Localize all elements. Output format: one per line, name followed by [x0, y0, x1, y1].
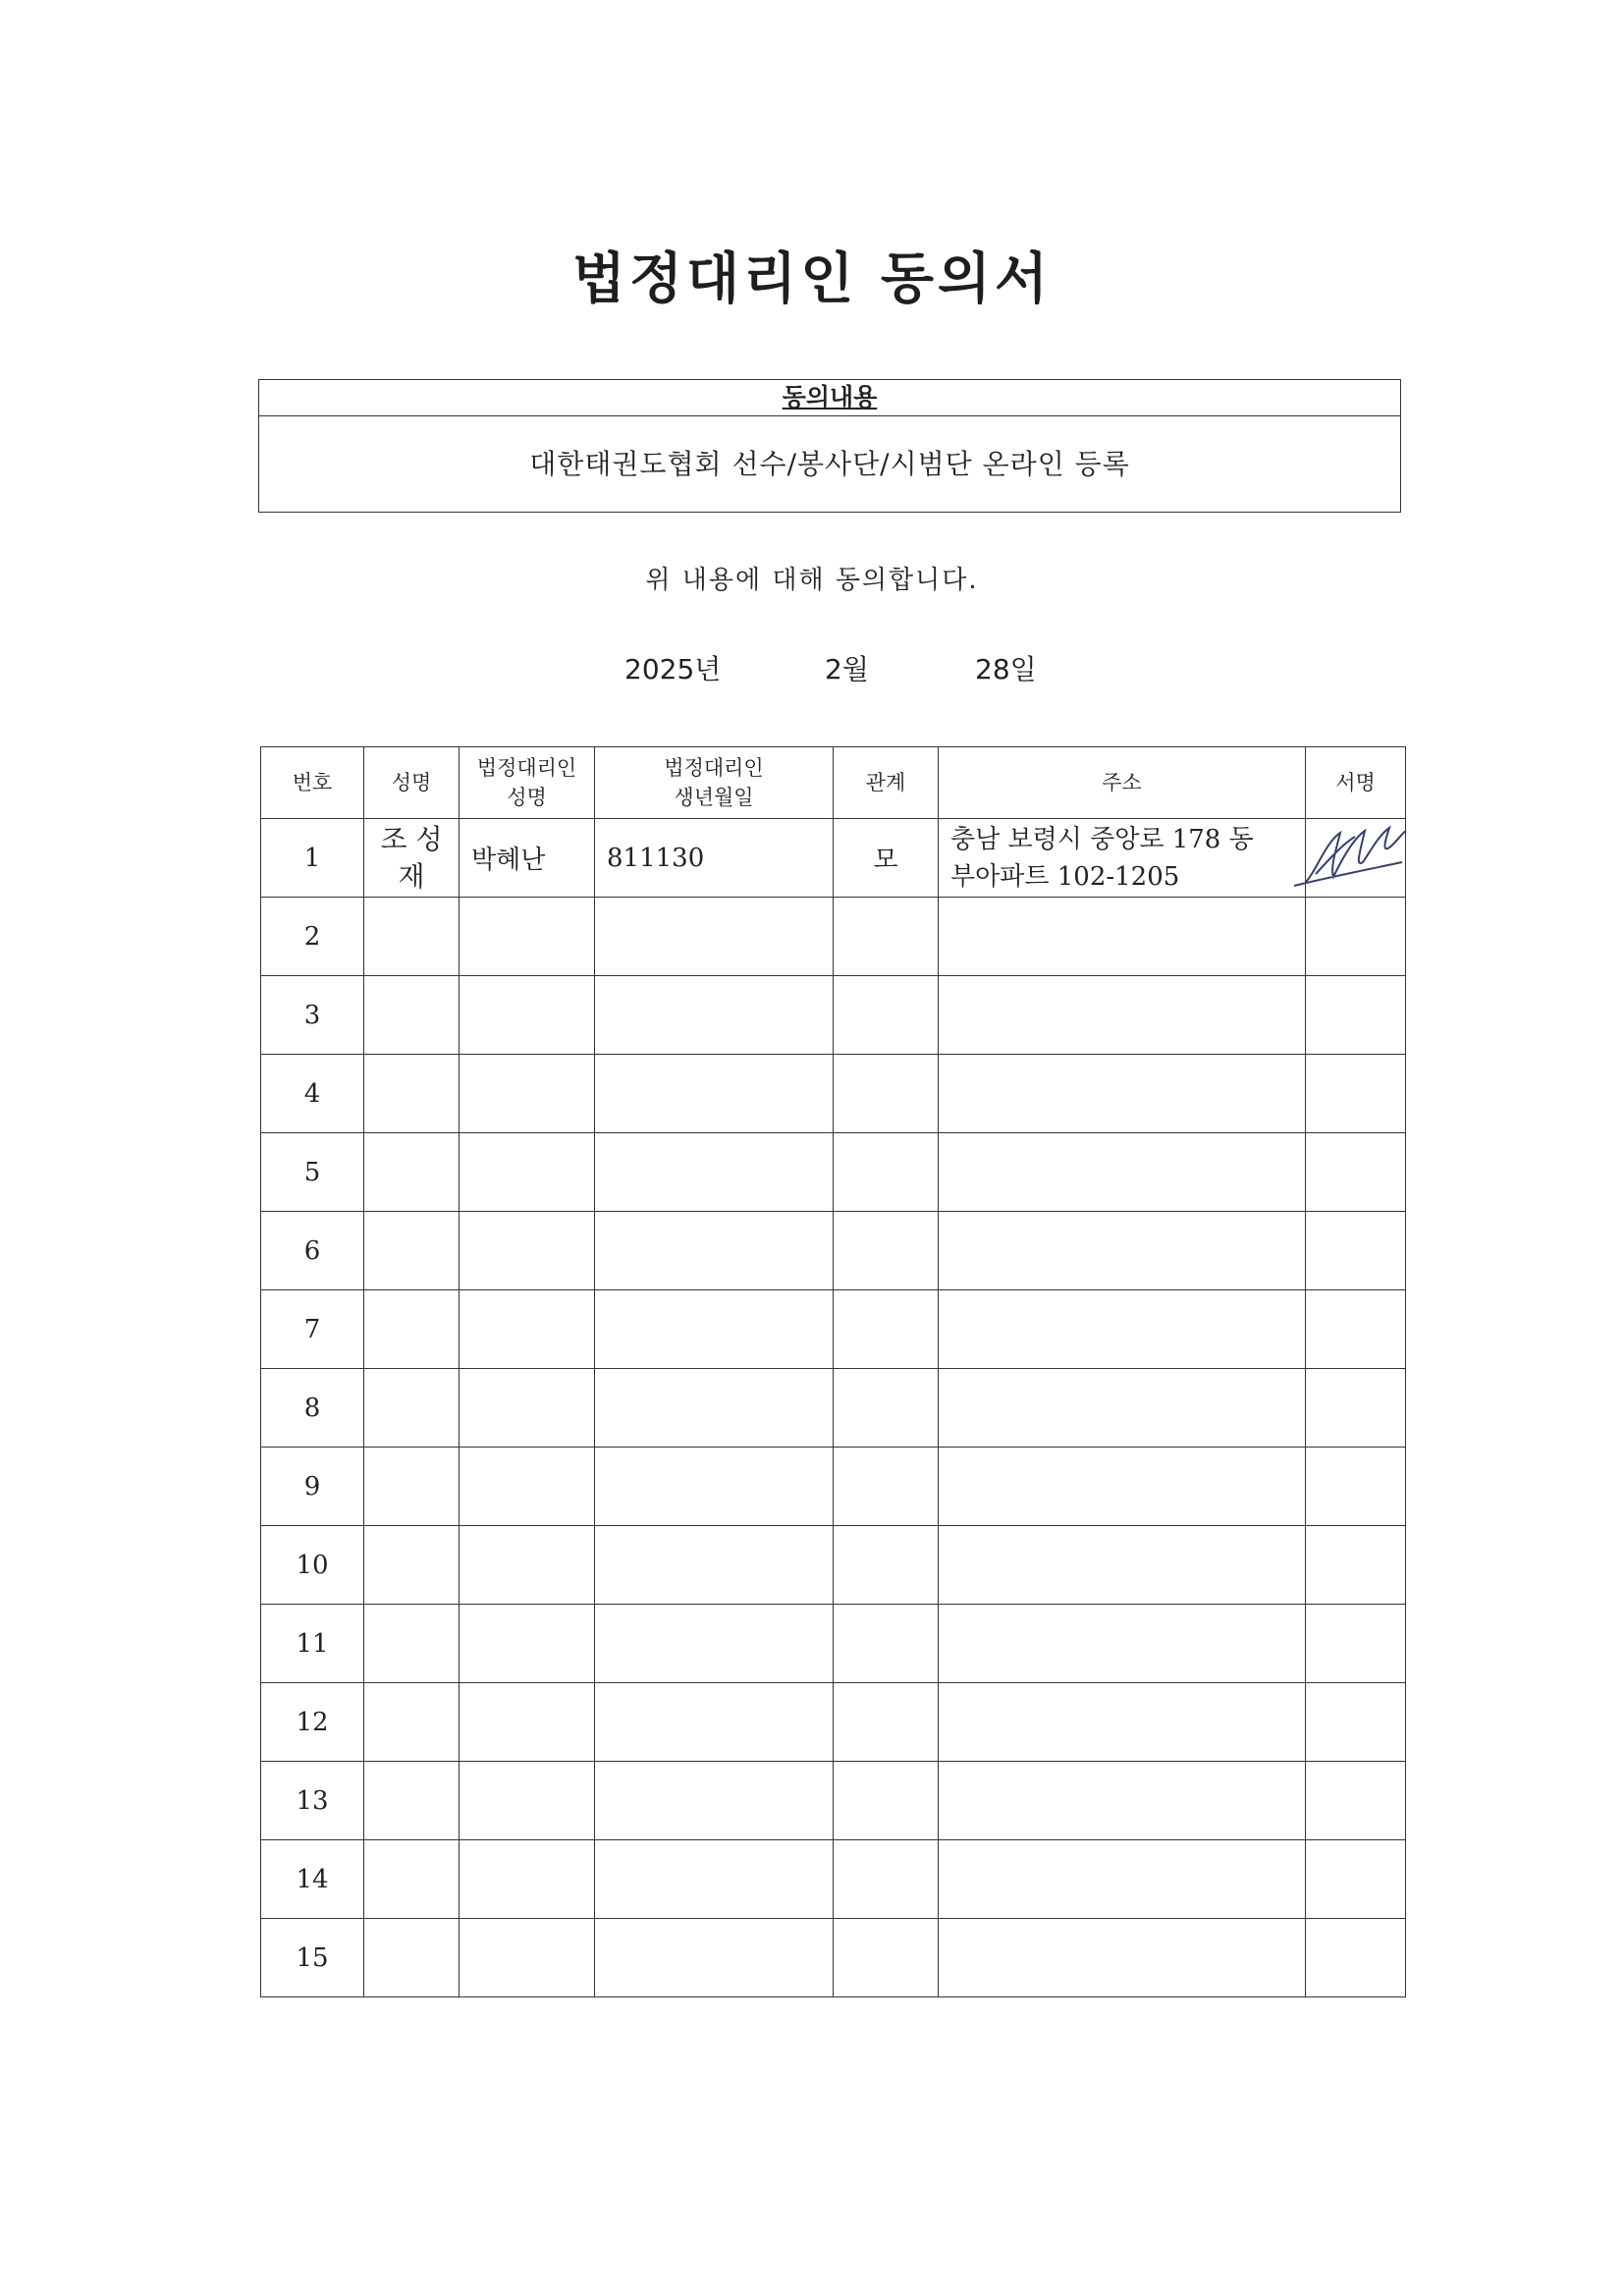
- guardian-birthdate-cell: [595, 1133, 834, 1212]
- student-name-cell: [364, 1290, 460, 1369]
- guardian-name-cell: [460, 1762, 595, 1840]
- row-number-cell: 10: [261, 1526, 364, 1605]
- table-row: [261, 1212, 1406, 1290]
- signature-cell: [1306, 1526, 1406, 1605]
- guardian-name-cell: [460, 1526, 595, 1605]
- student-name-cell: 조 성 재: [364, 819, 460, 898]
- table-row: [261, 1762, 1406, 1840]
- student-name-cell: [364, 1212, 460, 1290]
- table-row: [261, 1840, 1406, 1919]
- consent-content: 대한태권도협회 선수/봉사단/시범단 온라인 등록: [529, 448, 1130, 480]
- table-row: [261, 819, 1406, 898]
- relation-cell: 모: [834, 819, 939, 898]
- signature-cell: [1306, 1133, 1406, 1212]
- handwritten-signature: [1286, 813, 1414, 902]
- agree-statement: 위 내용에 대해 동의합니다.: [645, 566, 979, 595]
- table-row: [261, 1290, 1406, 1369]
- student-name-cell: [364, 1055, 460, 1133]
- signature-cell: [1306, 1055, 1406, 1133]
- row-number-cell: 15: [261, 1919, 364, 1997]
- row-number-cell: 7: [261, 1290, 364, 1369]
- signature-cell: [1306, 898, 1406, 976]
- row-number-cell: 8: [261, 1369, 364, 1448]
- guardian-name-cell: 박혜난: [460, 819, 595, 898]
- signature-cell: [1306, 1683, 1406, 1762]
- signature-cell: [1306, 1212, 1406, 1290]
- guardian-table: [260, 746, 1406, 1997]
- address-cell: [939, 1840, 1306, 1919]
- header-address: 주소: [939, 747, 1306, 819]
- guardian-name-cell: [460, 1840, 595, 1919]
- guardian-name-cell: [460, 1290, 595, 1369]
- header-name: 성명: [364, 747, 460, 819]
- consent-header-label: 동의내용: [782, 383, 878, 411]
- address-cell: [939, 1526, 1306, 1605]
- relation-cell: [834, 1369, 939, 1448]
- table-header-row: [261, 747, 1406, 819]
- relation-cell: [834, 1840, 939, 1919]
- table-row: [261, 898, 1406, 976]
- header-guardian-name: 법정대리인 성명: [460, 747, 595, 819]
- relation-cell: [834, 976, 939, 1055]
- address-cell: [939, 1055, 1306, 1133]
- table-row: [261, 1683, 1406, 1762]
- signature-cell: [1306, 976, 1406, 1055]
- signature-cell: [1306, 1290, 1406, 1369]
- student-name-cell: [364, 1762, 460, 1840]
- table-row: [261, 976, 1406, 1055]
- table-row: [261, 1055, 1406, 1133]
- guardian-name-cell: [460, 1683, 595, 1762]
- row-number-cell: 13: [261, 1762, 364, 1840]
- student-name-cell: [364, 1369, 460, 1448]
- guardian-birthdate-cell: [595, 976, 834, 1055]
- relation-cell: [834, 898, 939, 976]
- address-cell: [939, 1369, 1306, 1448]
- address-cell: [939, 976, 1306, 1055]
- student-name-cell: [364, 976, 460, 1055]
- row-number-cell: 4: [261, 1055, 364, 1133]
- guardian-birthdate-cell: [595, 1840, 834, 1919]
- signature-cell: [1306, 1605, 1406, 1683]
- row-number-cell: 2: [261, 898, 364, 976]
- table-row: [261, 1605, 1406, 1683]
- student-name-cell: [364, 1526, 460, 1605]
- table-body: [261, 819, 1406, 1997]
- row-number-cell: 1: [261, 819, 364, 898]
- relation-cell: [834, 1133, 939, 1212]
- student-name-cell: [364, 1683, 460, 1762]
- address-cell: [939, 1683, 1306, 1762]
- student-name-cell: [364, 1919, 460, 1997]
- relation-cell: [834, 1290, 939, 1369]
- row-number-cell: 5: [261, 1133, 364, 1212]
- row-number-cell: 12: [261, 1683, 364, 1762]
- relation-cell: [834, 1605, 939, 1683]
- table-row: [261, 1526, 1406, 1605]
- guardian-birthdate-cell: [595, 1526, 834, 1605]
- address-cell: [939, 1290, 1306, 1369]
- table-row: [261, 1133, 1406, 1212]
- relation-cell: [834, 1683, 939, 1762]
- address-cell: [939, 898, 1306, 976]
- guardian-birthdate-cell: [595, 1605, 834, 1683]
- table-row: [261, 1369, 1406, 1448]
- guardian-name-cell: [460, 1919, 595, 1997]
- student-name-cell: [364, 1448, 460, 1526]
- address-cell: [939, 1762, 1306, 1840]
- guardian-name-cell: [460, 1448, 595, 1526]
- signature-cell: [1306, 1919, 1406, 1997]
- date-month: 2월: [825, 653, 869, 685]
- guardian-name-cell: [460, 1212, 595, 1290]
- relation-cell: [834, 1448, 939, 1526]
- row-number-cell: 6: [261, 1212, 364, 1290]
- guardian-birthdate-cell: [595, 1919, 834, 1997]
- guardian-name-cell: [460, 1369, 595, 1448]
- header-guardian-birth: 법정대리인 생년월일: [595, 747, 834, 819]
- relation-cell: [834, 1919, 939, 1997]
- address-cell: [939, 1212, 1306, 1290]
- relation-cell: [834, 1212, 939, 1290]
- guardian-birthdate-cell: 811130: [595, 819, 834, 898]
- address-cell: [939, 1448, 1306, 1526]
- row-number-cell: 11: [261, 1605, 364, 1683]
- date-day: 28일: [975, 653, 1037, 685]
- guardian-name-cell: [460, 976, 595, 1055]
- guardian-birthdate-cell: [595, 1369, 834, 1448]
- header-no: 번호: [261, 747, 364, 819]
- guardian-name-cell: [460, 898, 595, 976]
- guardian-name-cell: [460, 1605, 595, 1683]
- consent-header: [259, 380, 1400, 416]
- header-signature: 서명: [1306, 747, 1406, 819]
- row-number-cell: 14: [261, 1840, 364, 1919]
- signature-cell: [1306, 819, 1406, 898]
- consent-box: [258, 379, 1401, 513]
- guardian-birthdate-cell: [595, 1290, 834, 1369]
- guardian-birthdate-cell: [595, 1762, 834, 1840]
- student-name-cell: [364, 898, 460, 976]
- address-cell: 충남 보령시 중앙로 178 동 부아파트 102-1205: [939, 819, 1306, 898]
- address-cell: [939, 1133, 1306, 1212]
- signature-cell: [1306, 1448, 1406, 1526]
- table-row: [261, 1448, 1406, 1526]
- signature-cell: [1306, 1369, 1406, 1448]
- relation-cell: [834, 1055, 939, 1133]
- guardian-name-cell: [460, 1133, 595, 1212]
- table-row: [261, 1919, 1406, 1997]
- address-cell: [939, 1605, 1306, 1683]
- guardian-name-cell: [460, 1055, 595, 1133]
- student-name-cell: [364, 1605, 460, 1683]
- date-year: 2025년: [624, 653, 722, 685]
- row-number-cell: 3: [261, 976, 364, 1055]
- guardian-birthdate-cell: [595, 1212, 834, 1290]
- signature-cell: [1306, 1840, 1406, 1919]
- student-name-cell: [364, 1840, 460, 1919]
- relation-cell: [834, 1762, 939, 1840]
- address-cell: [939, 1919, 1306, 1997]
- header-relation: 관계: [834, 747, 939, 819]
- guardian-birthdate-cell: [595, 1448, 834, 1526]
- student-name-cell: [364, 1133, 460, 1212]
- signature-cell: [1306, 1762, 1406, 1840]
- guardian-birthdate-cell: [595, 1055, 834, 1133]
- document-title: 법정대리인 동의서: [571, 247, 1053, 311]
- guardian-birthdate-cell: [595, 1683, 834, 1762]
- guardian-birthdate-cell: [595, 898, 834, 976]
- row-number-cell: 9: [261, 1448, 364, 1526]
- relation-cell: [834, 1526, 939, 1605]
